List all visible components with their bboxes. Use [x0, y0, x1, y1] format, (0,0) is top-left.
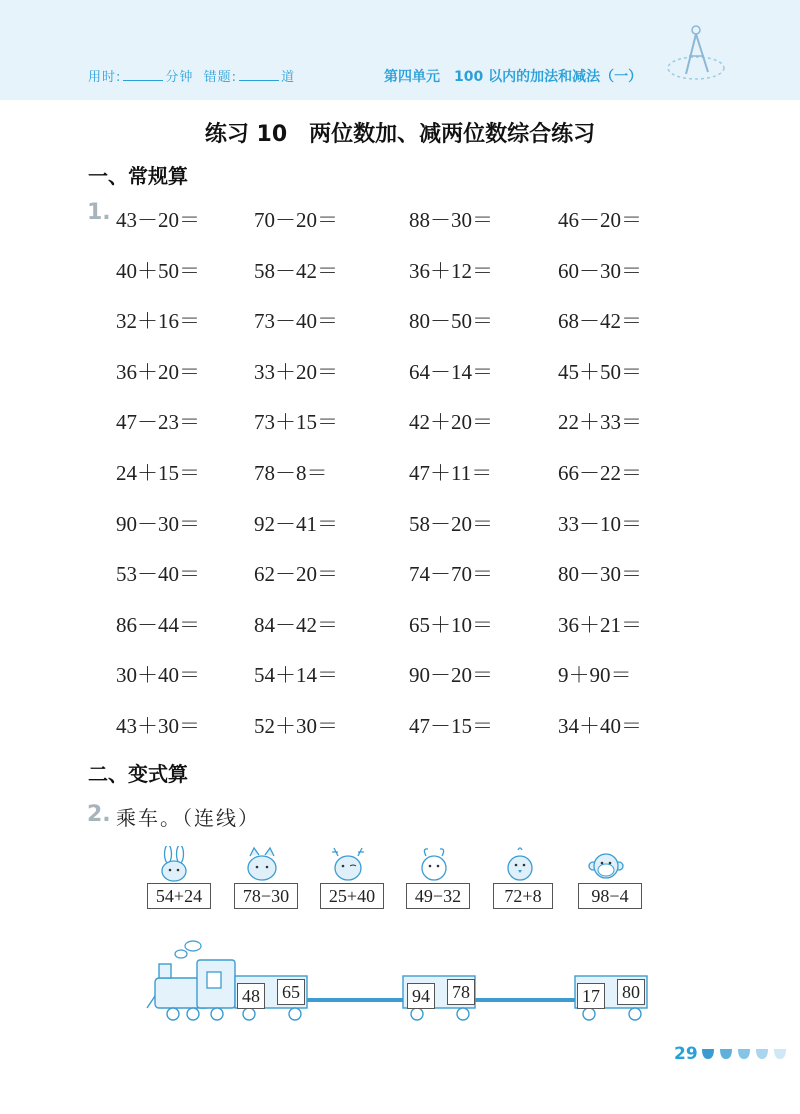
- equation-item[interactable]: 36＋12＝: [409, 259, 493, 283]
- unit-title: 第四单元 100 以内的加法和减法（一）: [384, 69, 643, 85]
- rabbit-icon: [154, 846, 194, 882]
- equation-item[interactable]: 47－23＝: [116, 410, 200, 434]
- train-car-number[interactable]: 48: [237, 983, 265, 1009]
- train-car-number[interactable]: 65: [277, 979, 305, 1005]
- train-car-number[interactable]: 80: [617, 979, 645, 1005]
- equation-item[interactable]: 34＋40＝: [558, 714, 642, 738]
- equation-item[interactable]: 33－10＝: [558, 512, 642, 536]
- equation-item[interactable]: 43＋30＝: [116, 714, 200, 738]
- compass-icon: [660, 22, 730, 88]
- equation-item[interactable]: 42＋20＝: [409, 410, 493, 434]
- equation-item[interactable]: 66－22＝: [558, 461, 642, 485]
- equation-item[interactable]: 54＋14＝: [254, 663, 338, 687]
- animal-expression-box[interactable]: 54+24: [147, 883, 211, 909]
- train-car-number[interactable]: 17: [577, 983, 605, 1009]
- equation-item[interactable]: 80－30＝: [558, 562, 642, 586]
- animal-expression-box[interactable]: 72+8: [493, 883, 553, 909]
- equation-item[interactable]: 58－20＝: [409, 512, 493, 536]
- goat-icon: [414, 846, 454, 882]
- equation-item[interactable]: 33＋20＝: [254, 360, 338, 384]
- animal-expression-box[interactable]: 25+40: [320, 883, 384, 909]
- animal-expression-box[interactable]: 78−30: [234, 883, 298, 909]
- header-wave-border: [0, 86, 800, 104]
- equation-item[interactable]: 84－42＝: [254, 613, 338, 637]
- equation-item[interactable]: 46－20＝: [558, 208, 642, 232]
- deer-icon: [328, 846, 368, 882]
- equation-item[interactable]: 36＋21＝: [558, 613, 642, 637]
- equation-item[interactable]: 52＋30＝: [254, 714, 338, 738]
- animal-expression-box[interactable]: 98−4: [578, 883, 642, 909]
- equation-item[interactable]: 36＋20＝: [116, 360, 200, 384]
- animal-expression-box[interactable]: 49−32: [406, 883, 470, 909]
- equation-item[interactable]: 53－40＝: [116, 562, 200, 586]
- equation-item[interactable]: 22＋33＝: [558, 410, 642, 434]
- page-title: 练习 10 两位数加、减两位数综合练习: [204, 122, 596, 147]
- question-number-2: 2.: [87, 802, 111, 827]
- time-errors-record: [88, 66, 295, 85]
- equation-item[interactable]: 9＋90＝: [558, 663, 632, 687]
- section-heading-variant: 二、变式算: [88, 762, 188, 786]
- time-blank[interactable]: [123, 80, 163, 81]
- cat-icon: [242, 846, 282, 882]
- equation-item[interactable]: 43－20＝: [116, 208, 200, 232]
- time-label: 用时:: [88, 70, 122, 85]
- equation-item[interactable]: 60－30＝: [558, 259, 642, 283]
- equation-item[interactable]: 78－8＝: [254, 461, 328, 485]
- errors-blank[interactable]: [239, 80, 279, 81]
- equation-item[interactable]: 92－41＝: [254, 512, 338, 536]
- equation-item[interactable]: 90－20＝: [409, 663, 493, 687]
- equation-item[interactable]: 45＋50＝: [558, 360, 642, 384]
- equation-item[interactable]: 47＋11＝: [409, 461, 493, 485]
- equation-item[interactable]: 80－50＝: [409, 309, 493, 333]
- equation-item[interactable]: 74－70＝: [409, 562, 493, 586]
- equation-item[interactable]: 24＋15＝: [116, 461, 200, 485]
- equation-item[interactable]: 40＋50＝: [116, 259, 200, 283]
- errors-unit: 道: [281, 70, 296, 85]
- equation-item[interactable]: 62－20＝: [254, 562, 338, 586]
- equation-item[interactable]: 47－15＝: [409, 714, 493, 738]
- equation-item[interactable]: 73＋15＝: [254, 410, 338, 434]
- equation-item[interactable]: 70－20＝: [254, 208, 338, 232]
- chick-icon: [500, 846, 540, 882]
- equation-item[interactable]: 90－30＝: [116, 512, 200, 536]
- train-car-number[interactable]: 94: [407, 983, 435, 1009]
- equation-item[interactable]: 64－14＝: [409, 360, 493, 384]
- question-number-1: 1.: [87, 200, 111, 225]
- question-text-2: 乘车。（连线）: [116, 806, 260, 830]
- monkey-icon: [586, 846, 626, 882]
- page-number: 29: [674, 1044, 698, 1064]
- page-decoration-dots: [700, 1047, 792, 1061]
- train-car-number[interactable]: 78: [447, 979, 475, 1005]
- equation-item[interactable]: 73－40＝: [254, 309, 338, 333]
- equation-item[interactable]: 86－44＝: [116, 613, 200, 637]
- equation-item[interactable]: 32＋16＝: [116, 309, 200, 333]
- equation-item[interactable]: 68－42＝: [558, 309, 642, 333]
- equation-item[interactable]: 58－42＝: [254, 259, 338, 283]
- errors-label: 错题:: [203, 70, 238, 85]
- equation-item[interactable]: 65＋10＝: [409, 613, 493, 637]
- time-unit: 分钟: [165, 70, 194, 85]
- equation-item[interactable]: 30＋40＝: [116, 663, 200, 687]
- section-heading-regular: 一、常规算: [88, 164, 188, 188]
- equation-item[interactable]: 88－30＝: [409, 208, 493, 232]
